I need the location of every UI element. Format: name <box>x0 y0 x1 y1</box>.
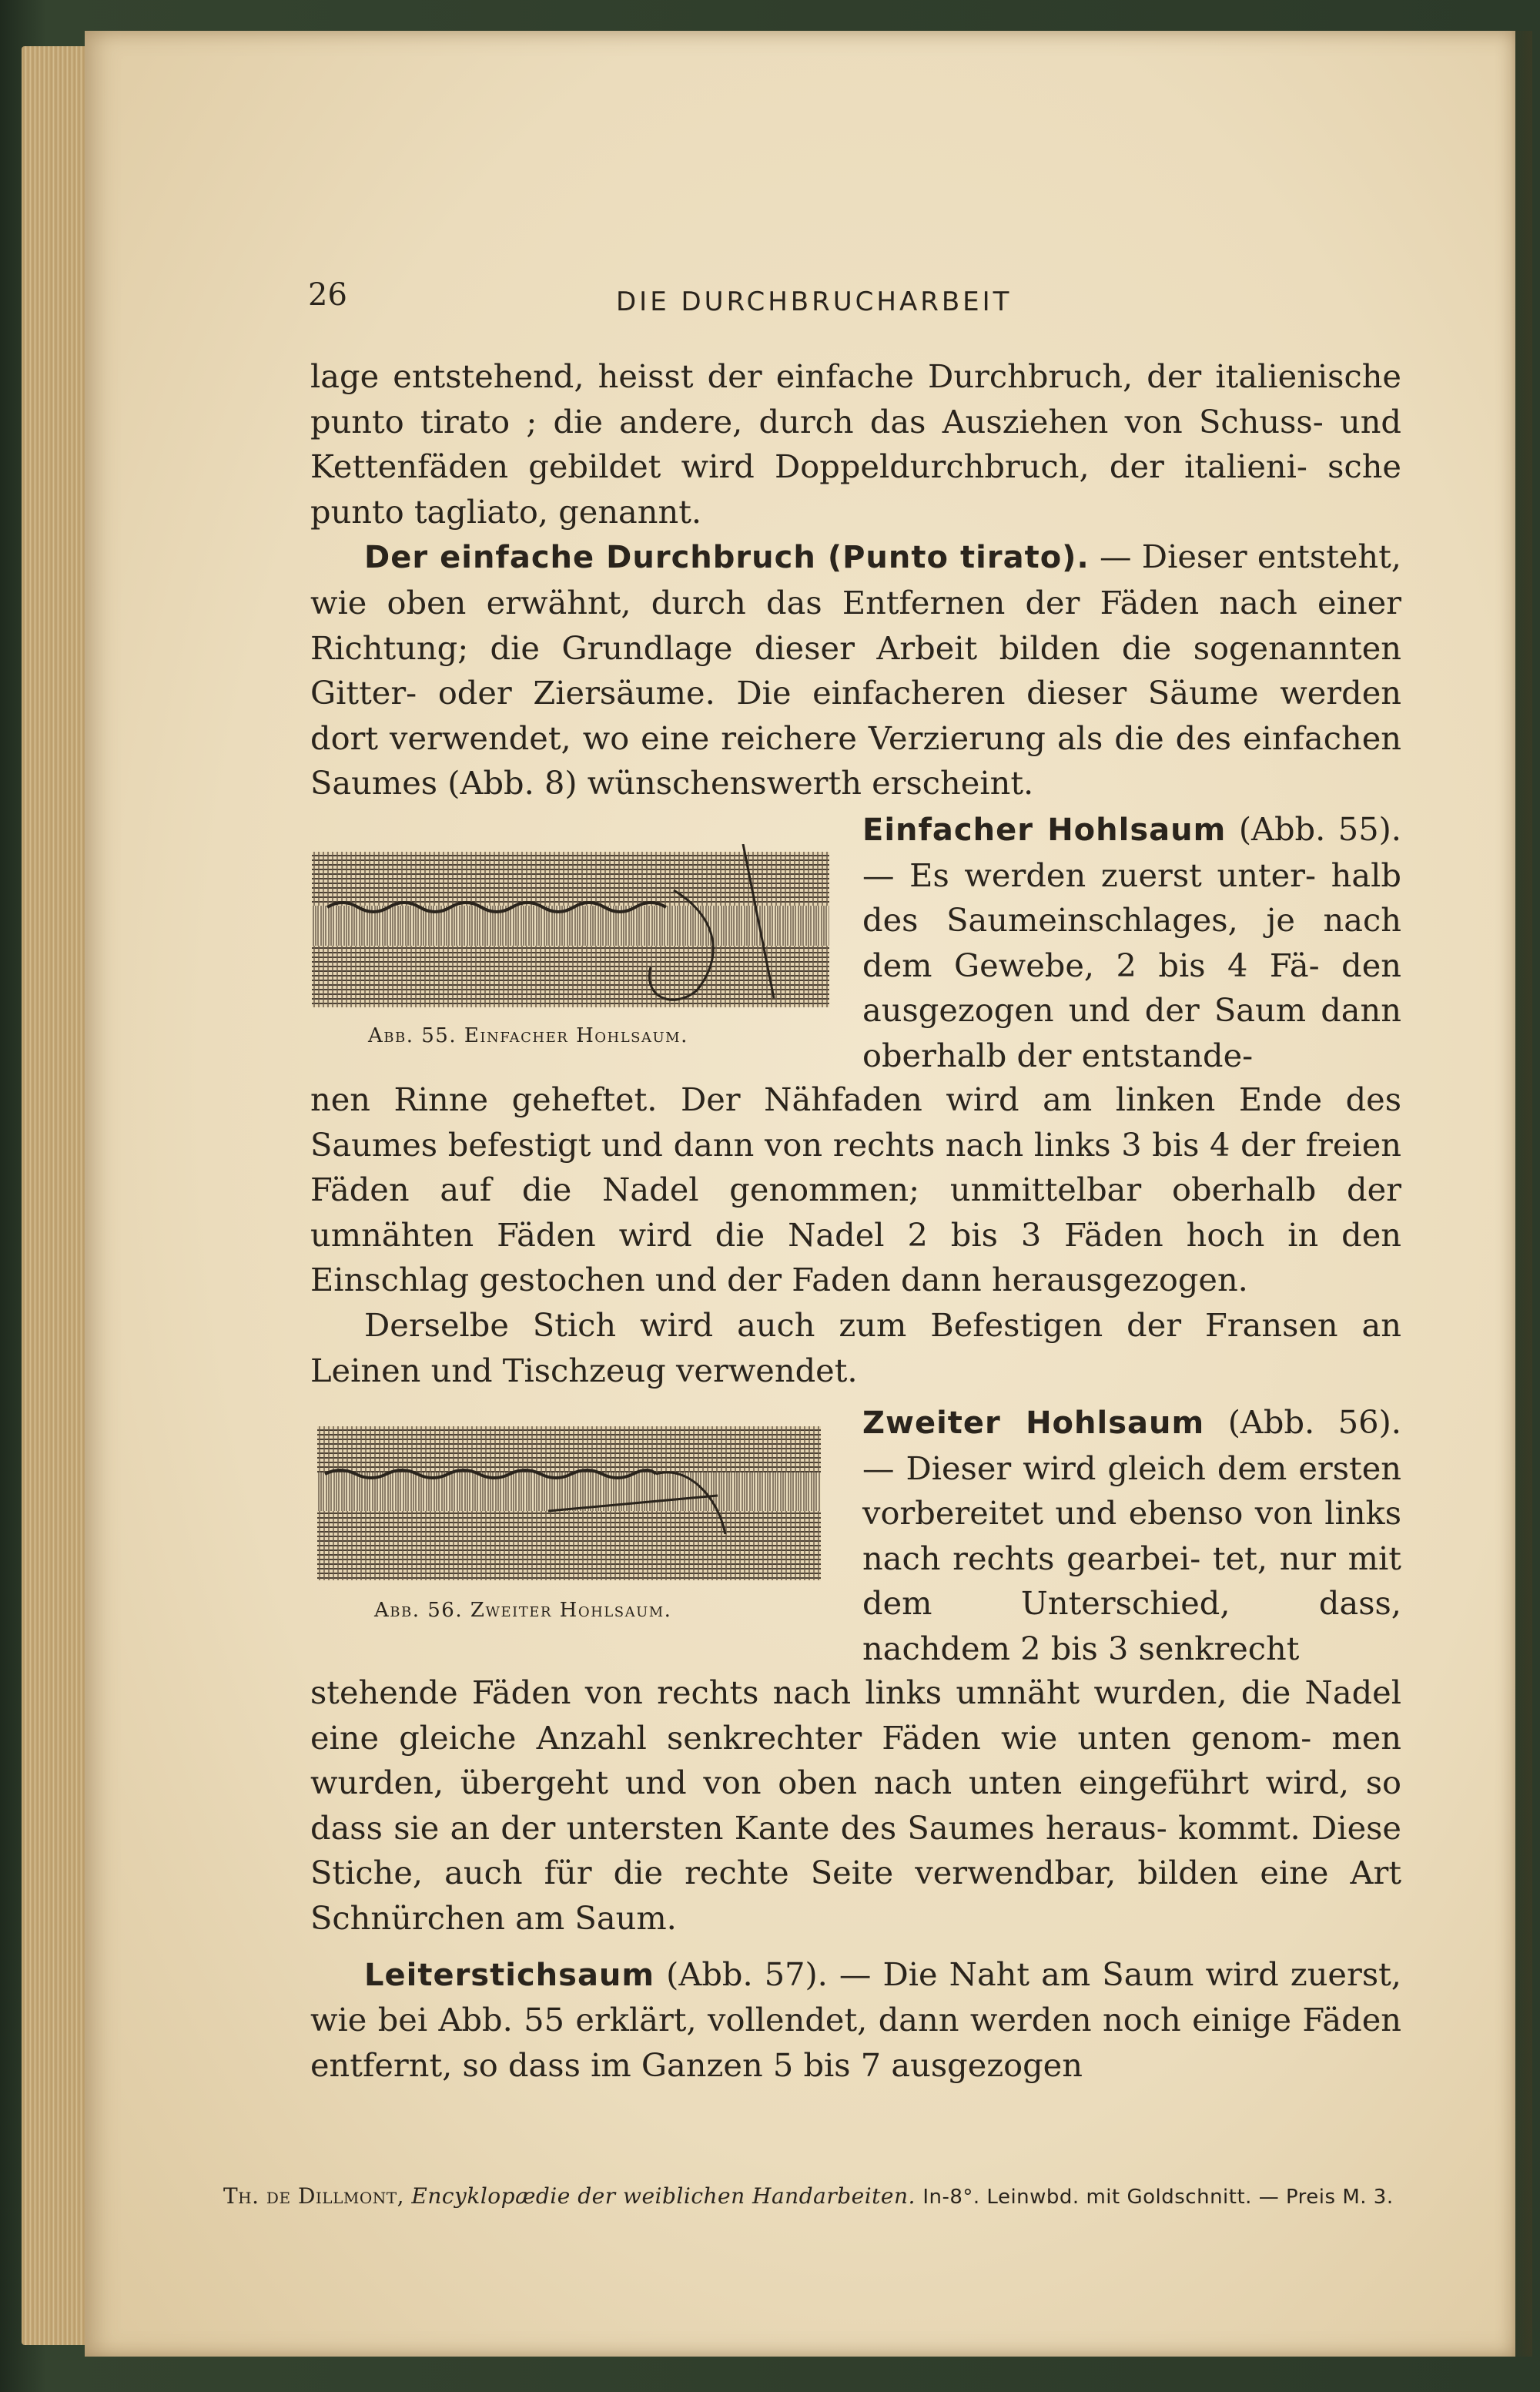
text-block-top <box>310 354 1401 806</box>
gutter-shadow <box>1511 31 1532 2357</box>
figure-55-illustration <box>312 844 829 1015</box>
page-number: 26 <box>308 277 347 313</box>
footer-author: Th. de Dillmont, <box>223 2183 404 2209</box>
text-wrap-einfacher-hohlsaum <box>862 807 1401 1079</box>
paragraph-zweiter-hohlsaum-rest: stehende Fäden von rechts nach links umnäht wurden, die Nadel eine gleiche Anzahl senkrechter Fäden wie unten genom- men wurden, übergeht und von oben nach unten eingeführt wird, so dass sie an der untersten Kante des Saumes heraus- kommt. Diese Stiche, auch für die rechte Seite verwendbar, bilden eine Art Schnürchen am Saum. <box>310 1673 1401 1937</box>
paragraph-intro: lage entstehend, heisst der einfache Durchbruch, der italienische punto tirato ; die andere, durch das Ausziehen von Schuss- und Kettenfäden gebildet wird Doppeldurchbruch, der italieni- sche punto tagliato, genannt. <box>310 357 1401 531</box>
paragraph-leiterstichsaum <box>310 1952 1401 2089</box>
heading-zweiter-hohlsaum: Zweiter Hohlsaum <box>862 1405 1205 1441</box>
footer-details: In-8°. Leinwbd. mit Goldschnitt. — Preis M. 3. <box>922 2186 1394 2209</box>
hemstitch-illustration-56 <box>317 1419 821 1590</box>
figure-56-caption: Abb. 56. Zweiter Hohlsaum. <box>374 1599 672 1622</box>
paragraph-einfache-durchbruch-text: — Dieser entsteht, wie oben erwähnt, durch das Entfernen der Fäden nach einer Richtung; die Grundlage dieser Arbeit bilden die sogenannten Gitter- oder Ziersäume. Die einfacheren dieser Säume werden dort verwendet, wo eine reichere Verzierung als die des einfachen Saumes (Abb. 8) wünschenswerth erscheint. <box>310 538 1401 802</box>
text-block-bottom <box>310 1670 1401 2088</box>
paragraph-fransen: Derselbe Stich wird auch zum Befestigen der Fransen an Leinen und Tischzeug verwendet. <box>310 1305 1401 1389</box>
hemstitch-illustration-55 <box>312 844 829 1015</box>
heading-leiterstichsaum: Leiterstichsaum <box>364 1957 655 1993</box>
text-wrap-zweiter-hohlsaum <box>862 1400 1401 1672</box>
paragraph-einfache-durchbruch <box>310 534 1401 806</box>
figure-55-caption: Abb. 55. Einfacher Hohlsaum. <box>368 1024 688 1047</box>
text-block-middle <box>310 1077 1401 1393</box>
heading-einfacher-hohlsaum: Einfacher Hohlsaum <box>862 812 1227 848</box>
footer-book-title: Encyklopædie der weiblichen Handarbeiten. <box>411 2183 916 2209</box>
paragraph-einfacher-hohlsaum-rest: nen Rinne geheftet. Der Nähfaden wird am linken Ende des Saumes befestigt und dann von rechts nach links 3 bis 4 der freien Fäden auf die Nadel genommen; unmittelbar oberhalb der umnähten Fäden wird die Nadel 2 bis 3 Fäden hoch in den Einschlag gestochen und der Faden dann herausgezogen. <box>310 1080 1401 1299</box>
paragraph-leiterstichsaum-text: (Abb. 57). — Die Naht am Saum wird zuerst, wie bei Abb. 55 erklärt, vollendet, dann werden noch einige Fäden entfernt, so dass im Ganzen 5 bis 7 ausgezogen <box>310 1955 1401 2084</box>
footer-advertisement <box>223 2183 1486 2209</box>
running-head <box>308 277 1401 323</box>
chapter-title: DIE DURCHBRUCHARBEIT <box>616 286 1013 317</box>
text-einfacher-hohlsaum-wrap: (Abb. 55). — Es werden zuerst unter- halb des Saumeinschlages, je nach dem Gewebe, 2 bis 4 Fä- den ausgezogen und der Saum dann oberhalb der entstande- <box>862 810 1401 1074</box>
figure-56-illustration <box>317 1419 821 1590</box>
heading-einfache-durchbruch: Der einfache Durchbruch (Punto tirato). <box>364 540 1090 576</box>
text-zweiter-hohlsaum-wrap: (Abb. 56). — Dieser wird gleich dem ersten vorbereitet und ebenso von links nach rechts gearbei- tet, nur mit dem Unterschied, dass, nachdem 2 bis 3 senkrecht <box>862 1403 1401 1667</box>
